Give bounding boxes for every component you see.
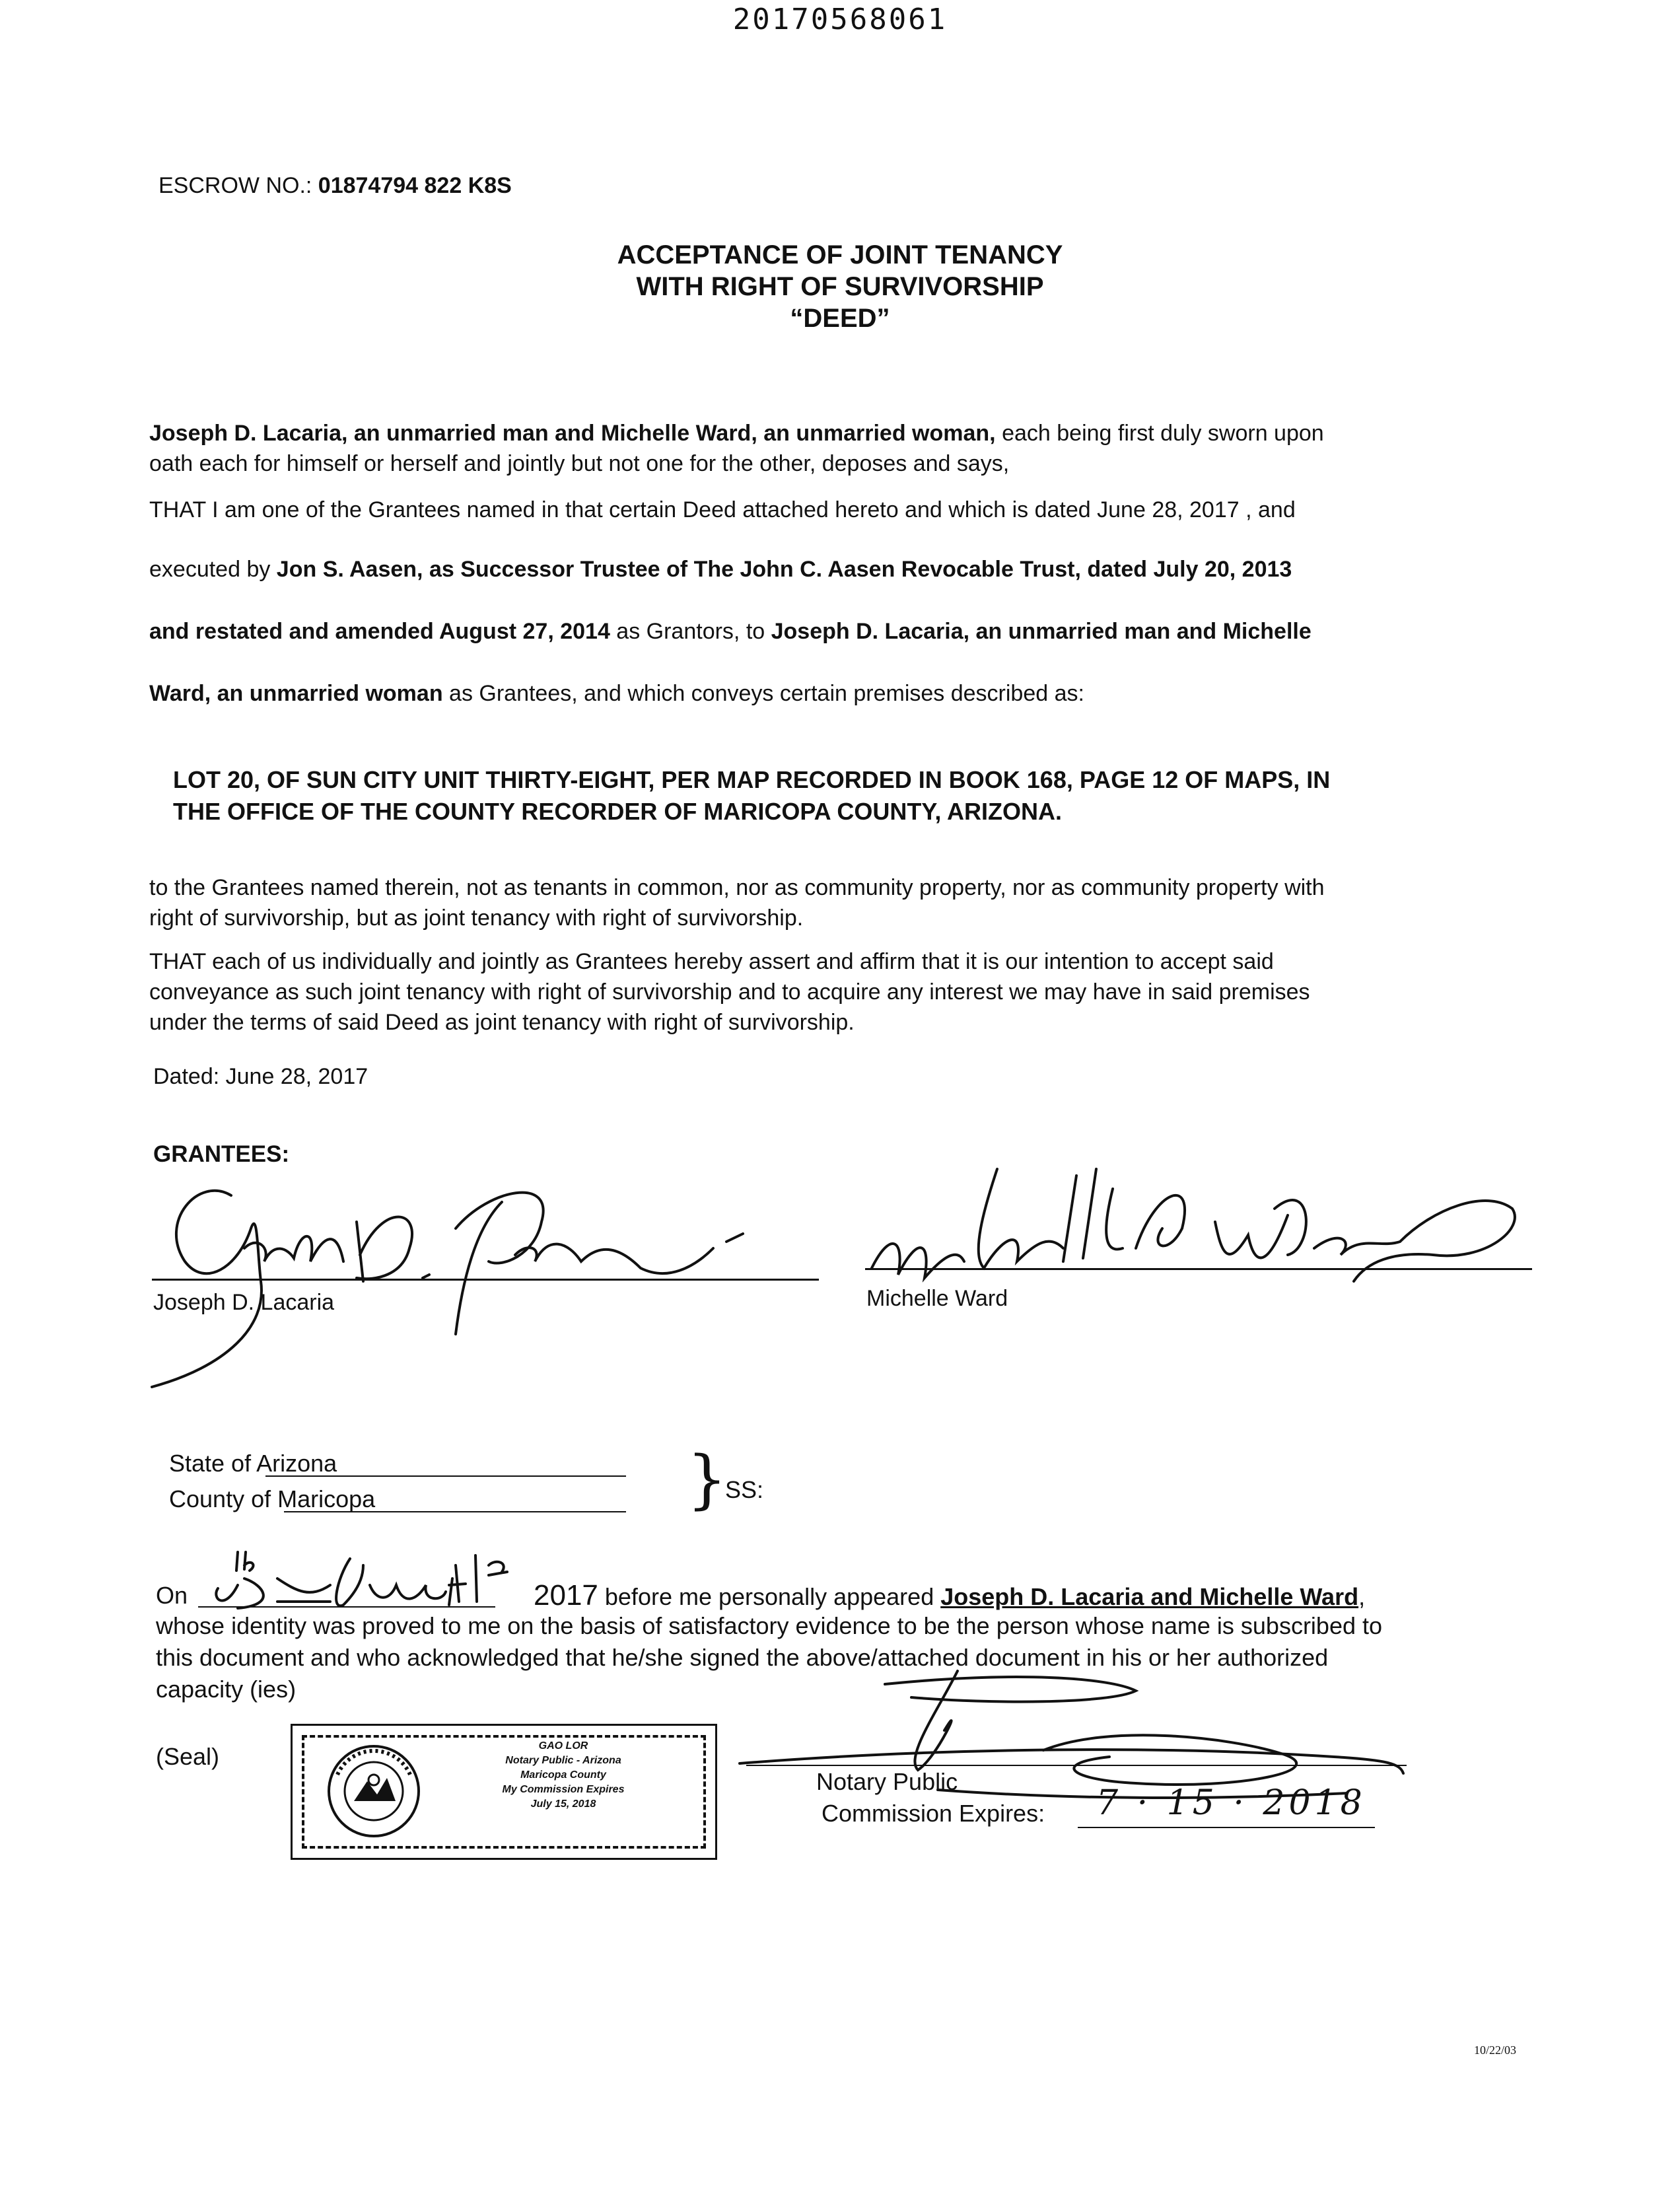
intro-line-1: [149, 420, 1324, 446]
signer-name-left: Joseph D. Lacaria: [153, 1290, 335, 1315]
ack-pre-names: before me personally appeared: [598, 1583, 941, 1610]
commission-underline: [1078, 1827, 1375, 1828]
para3-line-3: under the terms of said Deed as joint tenancy with right of survivorship.: [149, 1010, 855, 1035]
restated-date: and restated and amended August 27, 2014: [149, 619, 610, 644]
title-line-2: WITH RIGHT OF SURVIVORSHIP: [636, 272, 1044, 301]
seal-label: (Seal): [156, 1743, 220, 1770]
legal-description-line-2: THE OFFICE OF THE COUNTY RECORDER OF MARICOPA COUNTY, ARIZONA.: [173, 798, 1063, 825]
escrow-line: [158, 173, 512, 199]
escrow-label: ESCROW NO.:: [158, 173, 312, 198]
signer-name-right: Michelle Ward: [866, 1286, 1008, 1311]
title-line-3: “DEED”: [790, 304, 890, 333]
para1-line-1: THAT I am one of the Grantees named in that certain Deed attached hereto and which is dated June 28, 2017 , and: [149, 497, 1296, 522]
intro-text: each being first duly sworn upon: [995, 421, 1324, 446]
grantee-names-2: Joseph D. Lacaria, an unmarried man and Michelle: [771, 619, 1312, 644]
legal-description-line-1: LOT 20, OF SUN CITY UNIT THIRTY-EIGHT, PER MAP RECORDED IN BOOK 168, PAGE 12 OF MAPS, IN: [173, 766, 1331, 793]
county-value: Maricopa: [277, 1485, 376, 1512]
state-underline: [265, 1475, 626, 1477]
venue-brace: }: [687, 1442, 728, 1516]
document-title: [0, 239, 1680, 334]
stamp-line-2: Notary Public - Arizona: [505, 1755, 621, 1766]
state-value: Arizona: [256, 1450, 337, 1477]
notary-stamp: [291, 1724, 717, 1860]
para1-text-3: as Grantees, and which conveys certain premises described as:: [442, 681, 1084, 706]
ack-year: 2017: [534, 1579, 598, 1612]
state-label: State of: [169, 1450, 257, 1477]
state-seal-icon: [318, 1742, 430, 1841]
ack-line-2: whose identity was proved to me on the basis of satisfactory evidence to be the person whose name is subscribed to: [156, 1612, 1383, 1639]
venue-county: [169, 1486, 375, 1512]
commission-label: Commission Expires:: [822, 1800, 1045, 1827]
ack-line-3: this document and who acknowledged that he/she signed the above/attached document in his or her authorized: [156, 1644, 1329, 1671]
stamp-line-1: GAO LOR: [538, 1740, 588, 1752]
venue-ss: SS:: [725, 1476, 764, 1503]
grantor-description: Jon S. Aasen, as Successor Trustee of The John C. Aasen Revocable Trust, dated July 20, 2013: [276, 557, 1292, 582]
grantee-names: Joseph D. Lacaria, an unmarried man and Michelle Ward, an unmarried woman,: [149, 421, 996, 446]
para3-line-2: conveyance as such joint tenancy with right of survivorship and to acquire any interest we may have in said premises: [149, 979, 1310, 1005]
stamp-line-4: My Commission Expires: [502, 1784, 625, 1795]
stamp-text: [444, 1739, 682, 1812]
para2-line-2: right of survivorship, but as joint tenancy with right of survivorship.: [149, 905, 804, 931]
handwritten-ack-date: [198, 1539, 535, 1618]
grantees-heading: GRANTEES:: [153, 1141, 290, 1167]
ack-comma: ,: [1358, 1583, 1366, 1610]
dated-line: Dated: June 28, 2017: [153, 1064, 368, 1089]
notary-title: Notary Public: [816, 1768, 958, 1795]
para1-line-3: [149, 618, 1312, 645]
form-code: 10/22/03: [1474, 2043, 1517, 2057]
escrow-number: 01874794 822 K8S: [318, 173, 512, 198]
title-line-1: ACCEPTANCE OF JOINT TENANCY: [617, 240, 1063, 269]
para1-line-2: [149, 556, 1292, 583]
county-underline: [284, 1511, 626, 1512]
grantee-names-3: Ward, an unmarried woman: [149, 681, 443, 706]
commission-expiration: 7 · 15 · 2018: [1096, 1783, 1366, 1823]
signature-michelle-ward: [852, 1149, 1532, 1301]
venue-state: [169, 1450, 337, 1477]
stamp-line-5: July 15, 2018: [530, 1798, 596, 1810]
para2-line-1: to the Grantees named therein, not as tenants in common, nor as community property, nor as community property with: [149, 875, 1325, 900]
notary-signature-line: [746, 1765, 1407, 1766]
ack-line-4: capacity (ies): [156, 1676, 297, 1703]
county-label: County of: [169, 1485, 278, 1512]
para1-text: executed by: [149, 557, 277, 582]
para3-line-1: THAT each of us individually and jointly as Grantees hereby assert and affirm that it is our intention to accept said: [149, 949, 1274, 974]
document-number: 20170568061: [732, 3, 948, 36]
intro-line-2: oath each for himself or herself and jointly but not one for the other, deposes and says,: [149, 451, 1010, 476]
para1-line-4: [149, 680, 1084, 707]
ack-line-1: [534, 1579, 1366, 1612]
ack-on: On: [156, 1582, 188, 1609]
para1-text-2: as Grantors, to: [610, 619, 771, 644]
ack-appeared-names: Joseph D. Lacaria and Michelle Ward: [940, 1583, 1359, 1610]
stamp-line-3: Maricopa County: [520, 1769, 606, 1781]
signature-joseph-lacaria: [145, 1149, 779, 1394]
